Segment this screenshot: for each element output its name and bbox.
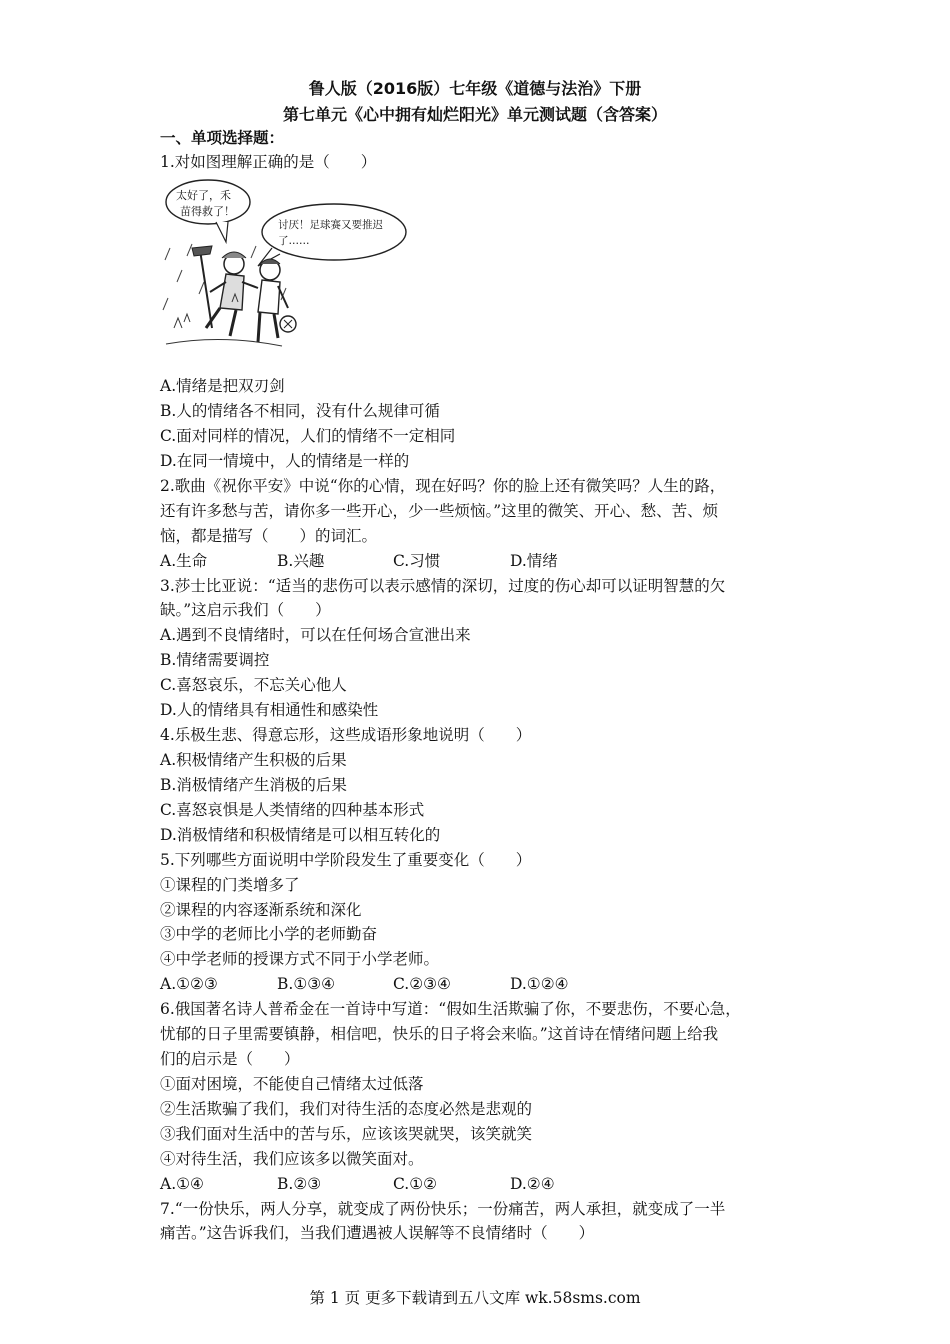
section-heading: 一、单项选择题：	[160, 129, 285, 147]
question-2-line2: 还有许多愁与苦，请你多一些开心，少一些烦恼。”这里的微笑、开心、愁、苦、烦	[160, 502, 719, 520]
left-bubble-line1: 太好了，禾	[176, 189, 231, 202]
question-5-option-a: A.①②③	[160, 975, 218, 993]
question-2-option-b: B.兴趣	[277, 552, 325, 570]
question-6-option-a: A.①④	[160, 1175, 204, 1193]
question-5-item-1: ①课程的门类增多了	[160, 876, 300, 894]
question-2-option-c: C.习惯	[393, 552, 441, 570]
question-3-line1: 3.莎士比亚说：“适当的悲伤可以表示感情的深切，过度的伤心却可以证明智慧的欠	[160, 577, 726, 595]
question-5-item-2: ②课程的内容逐渐系统和深化	[160, 901, 362, 919]
question-4-option-b: B.消极情绪产生消极的后果	[160, 776, 347, 794]
question-4-option-d: D.消极情绪和积极情绪是可以相互转化的	[160, 826, 441, 844]
question-5-item-4: ④中学老师的授课方式不同于小学老师。	[160, 950, 440, 968]
right-bubble-line1: 讨厌！足球赛又要推迟	[278, 219, 383, 231]
question-4-option-a: A.积极情绪产生积极的后果	[160, 751, 347, 769]
cartoon-illustration	[162, 178, 408, 354]
question-4-option-c: C.喜怒哀惧是人类情绪的四种基本形式	[160, 801, 425, 819]
question-6-item-2: ②生活欺骗了我们，我们对待生活的态度必然是悲观的	[160, 1100, 533, 1118]
question-6-item-3: ③我们面对生活中的苦与乐，应该该哭就哭，该笑就笑	[160, 1125, 533, 1143]
question-2-line1: 2.歌曲《祝你平安》中说“你的心情，现在好吗？你的脸上还有微笑吗？人生的路，	[160, 477, 726, 495]
question-4-stem: 4.乐极生悲、得意忘形，这些成语形象地说明（ ）	[160, 726, 532, 744]
question-1-option-c: C.面对同样的情况，人们的情绪不一定相同	[160, 427, 456, 445]
question-1-stem: 1.对如图理解正确的是（ ）	[160, 153, 377, 171]
question-3-option-c: C.喜怒哀乐，不忘关心他人	[160, 676, 347, 694]
question-5-item-3: ③中学的老师比小学的老师勤奋	[160, 925, 378, 943]
right-bubble-line2: 了……	[278, 235, 310, 247]
question-5-option-c: C.②③④	[393, 975, 451, 993]
question-5-stem: 5.下列哪些方面说明中学阶段发生了重要变化（ ）	[160, 851, 532, 869]
page-footer: 第 1 页 更多下载请到五八文库 wk.58sms.com	[309, 1289, 641, 1307]
question-1-option-a: A.情绪是把双刃剑	[160, 377, 285, 395]
question-6-option-c: C.①②	[393, 1175, 438, 1193]
question-5-option-b: B.①③④	[277, 975, 336, 993]
question-6-item-4: ④对待生活，我们应该多以微笑面对。	[160, 1150, 424, 1168]
question-6-line3: 们的启示是（ ）	[160, 1050, 300, 1068]
question-2-option-d: D.情绪	[510, 552, 558, 570]
question-2-option-a: A.生命	[160, 552, 208, 570]
question-6-option-d: D.②④	[510, 1175, 555, 1193]
question-6-item-1: ①面对困境，不能使自己情绪太过低落	[160, 1075, 424, 1093]
question-1-option-b: B.人的情绪各不相同，没有什么规律可循	[160, 402, 440, 420]
question-3-option-a: A.遇到不良情绪时，可以在任何场合宣泄出来	[160, 626, 471, 644]
question-5-option-d: D.①②④	[510, 975, 569, 993]
question-7-line1: 7.“一份快乐，两人分享，就变成了两份快乐；一份痛苦，两人承担，就变成了一半	[160, 1200, 726, 1218]
question-6-line1: 6.俄国著名诗人普希金在一首诗中写道：“假如生活欺骗了你，不要悲伤，不要心急，	[160, 1000, 741, 1018]
question-1-option-d: D.在同一情境中，人的情绪是一样的	[160, 452, 410, 470]
question-6-line2: 忧郁的日子里需要镇静，相信吧，快乐的日子将会来临。”这首诗在情绪问题上给我	[160, 1025, 719, 1043]
question-6-option-b: B.②③	[277, 1175, 322, 1193]
document-subtitle: 第七单元《心中拥有灿烂阳光》单元测试题（含答案）	[282, 105, 667, 124]
document-title: 鲁人版（2016版）七年级《道德与法治》下册	[308, 79, 642, 98]
left-bubble-line2: 苗得救了！	[180, 205, 235, 218]
question-2-line3: 恼，都是描写（ ）的词汇。	[160, 527, 378, 545]
question-3-line2: 缺。”这启示我们（ ）	[160, 601, 331, 619]
question-3-option-b: B.情绪需要调控	[160, 651, 270, 669]
question-3-option-d: D.人的情绪具有相通性和感染性	[160, 701, 379, 719]
question-7-line2: 痛苦。”这告诉我们，当我们遭遇被人误解等不良情绪时（ ）	[160, 1224, 595, 1242]
